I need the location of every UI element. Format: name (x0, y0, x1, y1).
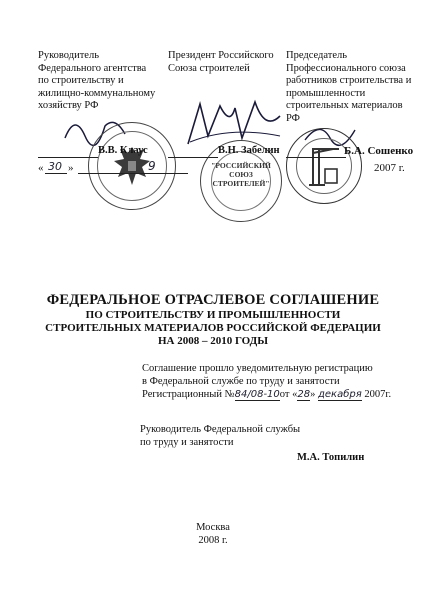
registration-from-label: от « (279, 389, 298, 400)
seal-2-line-1: "РОССИЙСКИЙ (211, 161, 271, 170)
head-name: М.А. Топилин (297, 452, 365, 463)
signatory-3-title: Председатель Профессионального союза работников строительства и промышленности строительных материалов РФ (286, 50, 412, 124)
signatory-2-title: Президент Российского Союза строителей (168, 50, 274, 74)
date-open-quote: « (38, 162, 44, 174)
signatory-2-name: В.Н. Забелин (218, 145, 280, 156)
signature-line-3 (286, 157, 346, 158)
date-month-underline (78, 173, 188, 174)
footer-year: 2008 г. (198, 535, 228, 546)
document-subtitle-line-1: ПО СТРОИТЕЛЬСТВУ И ПРОМЫШЛЕННОСТИ (85, 309, 341, 321)
document-title: ФЕДЕРАЛЬНОЕ ОТРАСЛЕВОЕ СОГЛАШЕНИЕ (46, 292, 380, 308)
signature-line-1 (38, 157, 98, 158)
signatory-1-title: Руководитель Федерального агентства по строительству и жилищно-коммунальному хозяйству РФ (38, 50, 156, 111)
registration-line-2: в Федеральной службе по труду и занятости (142, 376, 340, 387)
registration-close-quote: » (310, 389, 316, 400)
date-line (38, 159, 418, 178)
registration-number-handwritten: 84/08-10 (234, 389, 280, 400)
registration-year: 2007г. (364, 389, 392, 400)
date-close-quote: » (68, 162, 74, 174)
registration-number-label: Регистрационный № (142, 389, 235, 400)
head-position-line-2: по труду и занятости (140, 437, 234, 448)
registration-day-handwritten: 28 (297, 389, 311, 400)
seal-2-line-3: СТРОИТЕЛЕЙ" (212, 179, 270, 188)
date-year: 2007 г. (374, 162, 405, 174)
signatory-3-name: Б.А. Сошенко (344, 145, 414, 157)
footer-city: Москва (196, 522, 230, 533)
signature-line-2 (168, 157, 218, 158)
registration-line-3 (142, 388, 422, 402)
head-position-line-1: Руководитель Федеральной службы (140, 424, 301, 435)
registration-month-handwritten: декабря (317, 389, 362, 400)
document-subtitle-line-2: СТРОИТЕЛЬНЫХ МАТЕРИАЛОВ РОССИЙСКОЙ ФЕДЕРАЦИИ (45, 322, 381, 334)
date-day-handwritten: 30 (48, 160, 62, 173)
registration-line-1: Соглашение прошло уведомительную регистрацию (142, 363, 373, 374)
seal-2-line-2: СОЮЗ (229, 170, 253, 179)
signatory-1-name: В.В. Клаус (98, 145, 148, 156)
date-day-underline (45, 173, 67, 174)
document-subtitle-line-3: НА 2008 – 2010 ГОДЫ (157, 335, 269, 347)
date-month-handwritten: 9 (148, 159, 156, 173)
